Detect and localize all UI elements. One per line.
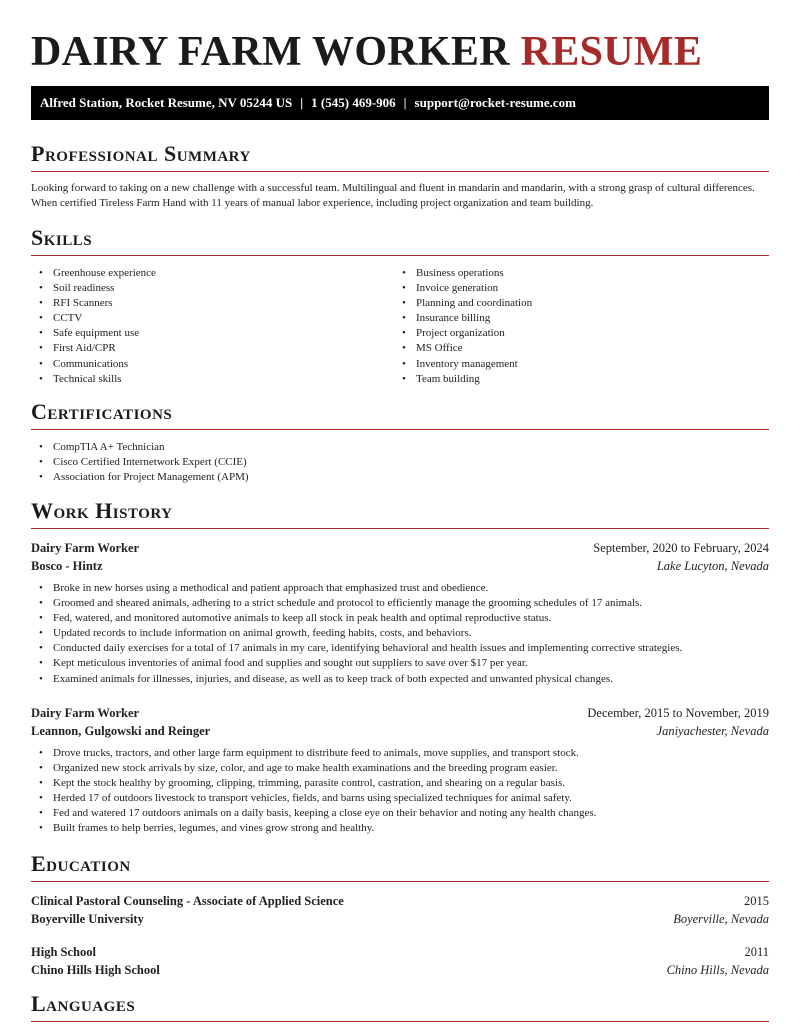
education-heading: Education: [31, 851, 769, 882]
skill-item: • Communications: [31, 357, 371, 372]
job-title: Dairy Farm Worker: [31, 541, 140, 555]
education-header-row: [31, 892, 769, 910]
skill-item: • Invoice generation: [394, 281, 734, 296]
education-entry: [31, 943, 769, 979]
skill-item: • Technical skills: [31, 372, 371, 387]
skill-item: • Planning and coordination: [394, 296, 734, 311]
languages-heading: Languages: [31, 991, 769, 1022]
job-bullet: • Kept the stock healthy by grooming, clipping, trimming, parasite control, castration, and shearing on a regular basis.: [31, 776, 769, 791]
summary-text: Looking forward to taking on a new challenge with a successful team. Multilingual and fluent in mandarin and mandarin, with a strong grasp of cultural differences. When certified Tireless Farm Hand with 11 years of manual labor experience, including project organization and team building.: [31, 182, 755, 209]
education-entry: [31, 892, 769, 928]
education-location: Boyerville, Nevada: [673, 912, 769, 926]
skill-item: • MS Office: [394, 341, 734, 356]
skill-item: • CCTV: [31, 311, 371, 326]
job-entry: [31, 704, 769, 837]
skill-item: • Insurance billing: [394, 311, 734, 326]
summary-heading: Professional Summary: [31, 141, 769, 172]
job-bullet: • Conducted daily exercises for a total of 17 animals in my care, identifying behavioral and health issues and implementing corrective strategies.: [31, 641, 769, 656]
job-bullet: • Drove trucks, tractors, and other large farm equipment to distribute feed to animals, move supplies, and transport stock.: [31, 746, 769, 761]
skills-right-column: [394, 266, 734, 387]
skill-item: • Greenhouse experience: [31, 266, 371, 281]
job-header-row: [31, 539, 769, 557]
title-accent: RESUME: [520, 29, 703, 75]
job-bullet: • Broke in new horses using a methodical and patient approach that emphasized trust and obedience.: [31, 581, 769, 596]
job-header-row: [31, 704, 769, 722]
job-bullet: • Fed and watered 17 outdoors animals on a daily basis, keeping a close eye on their behavior and noting any health changes.: [31, 806, 769, 821]
work-history-heading: Work History: [31, 498, 769, 529]
contact-separator: |: [403, 95, 407, 110]
contact-address: Alfred Station, Rocket Resume, NV 05244 US: [40, 95, 293, 110]
skill-item: • RFI Scanners: [31, 296, 371, 311]
job-bullet: • Kept meticulous inventories of animal food and supplies and sought out suppliers to save over $17 per year.: [31, 656, 769, 671]
certifications-heading: Certifications: [31, 399, 769, 430]
job-bullet: • Examined animals for illnesses, injuries, and disease, as well as to keep track of both expected and unwanted physical changes.: [31, 672, 769, 687]
job-dates: December, 2015 to November, 2019: [587, 706, 769, 720]
job-location: Janiyachester, Nevada: [656, 724, 769, 738]
contact-phone: 1 (545) 469-906: [311, 95, 396, 110]
education-school-row: [31, 961, 769, 979]
education-header-row: [31, 943, 769, 961]
job-company: Bosco - Hintz: [31, 559, 103, 573]
job-bullet: • Herded 17 of outdoors livestock to transport vehicles, fields, and barns using specialized techniques for animal safety.: [31, 791, 769, 806]
job-location: Lake Lucyton, Nevada: [656, 559, 769, 573]
certification-item: • Association for Project Management (APM): [31, 470, 249, 485]
education-year: 2015: [744, 894, 769, 908]
skill-item: • Business operations: [394, 266, 734, 281]
title-main: DAIRY FARM WORKER: [31, 29, 510, 75]
job-bullets: [31, 746, 769, 837]
job-bullet: • Organized new stock arrivals by size, color, and age to make health examinations and the breeding program easier.: [31, 761, 769, 776]
education-school: Chino Hills High School: [31, 963, 160, 977]
education-year: 2011: [744, 945, 769, 959]
job-company: Leannon, Gulgowski and Reinger: [31, 724, 211, 738]
education-location: Chino Hills, Nevada: [666, 963, 769, 977]
job-entry: [31, 539, 769, 687]
skills-right-list: [394, 266, 734, 387]
skill-item: • Soil readiness: [31, 281, 371, 296]
education-degree: High School: [31, 945, 96, 959]
job-dates: September, 2020 to February, 2024: [593, 541, 769, 555]
contact-email[interactable]: support@rocket-resume.com: [414, 95, 576, 110]
education-school-row: [31, 910, 769, 928]
skill-item: • First Aid/CPR: [31, 341, 371, 356]
job-company-row: [31, 722, 769, 740]
skills-left-column: [31, 266, 371, 387]
job-bullet: • Groomed and sheared animals, adhering to a strict schedule and protocol to efficiently manage the grooming schedules of 17 animals.: [31, 596, 769, 611]
certifications-list: [31, 440, 249, 485]
skills-left-list: [31, 266, 371, 387]
job-bullets: [31, 581, 769, 687]
job-title: Dairy Farm Worker: [31, 706, 140, 720]
education-degree: Clinical Pastoral Counseling - Associate of Applied Science: [31, 894, 344, 908]
job-bullet: • Fed, watered, and monitored automotive animals to keep all stock in peak health and optimal reproductive status.: [31, 611, 769, 626]
skills-heading: Skills: [31, 225, 769, 256]
education-school: Boyerville University: [31, 912, 144, 926]
job-bullet: • Updated records to include information on animal growth, feeding habits, costs, and behaviors.: [31, 626, 769, 641]
contact-bar: [31, 86, 769, 120]
resume-title: [31, 28, 702, 76]
job-bullet: • Built frames to help berries, legumes, and vines grow strong and healthy.: [31, 821, 769, 836]
skill-item: • Inventory management: [394, 357, 734, 372]
job-company-row: [31, 557, 769, 575]
contact-separator: |: [300, 95, 304, 110]
certification-item: • Cisco Certified Internetwork Expert (CCIE): [31, 455, 249, 470]
skill-item: • Team building: [394, 372, 734, 387]
skill-item: • Project organization: [394, 326, 734, 341]
skill-item: • Safe equipment use: [31, 326, 371, 341]
certification-item: • CompTIA A+ Technician: [31, 440, 249, 455]
